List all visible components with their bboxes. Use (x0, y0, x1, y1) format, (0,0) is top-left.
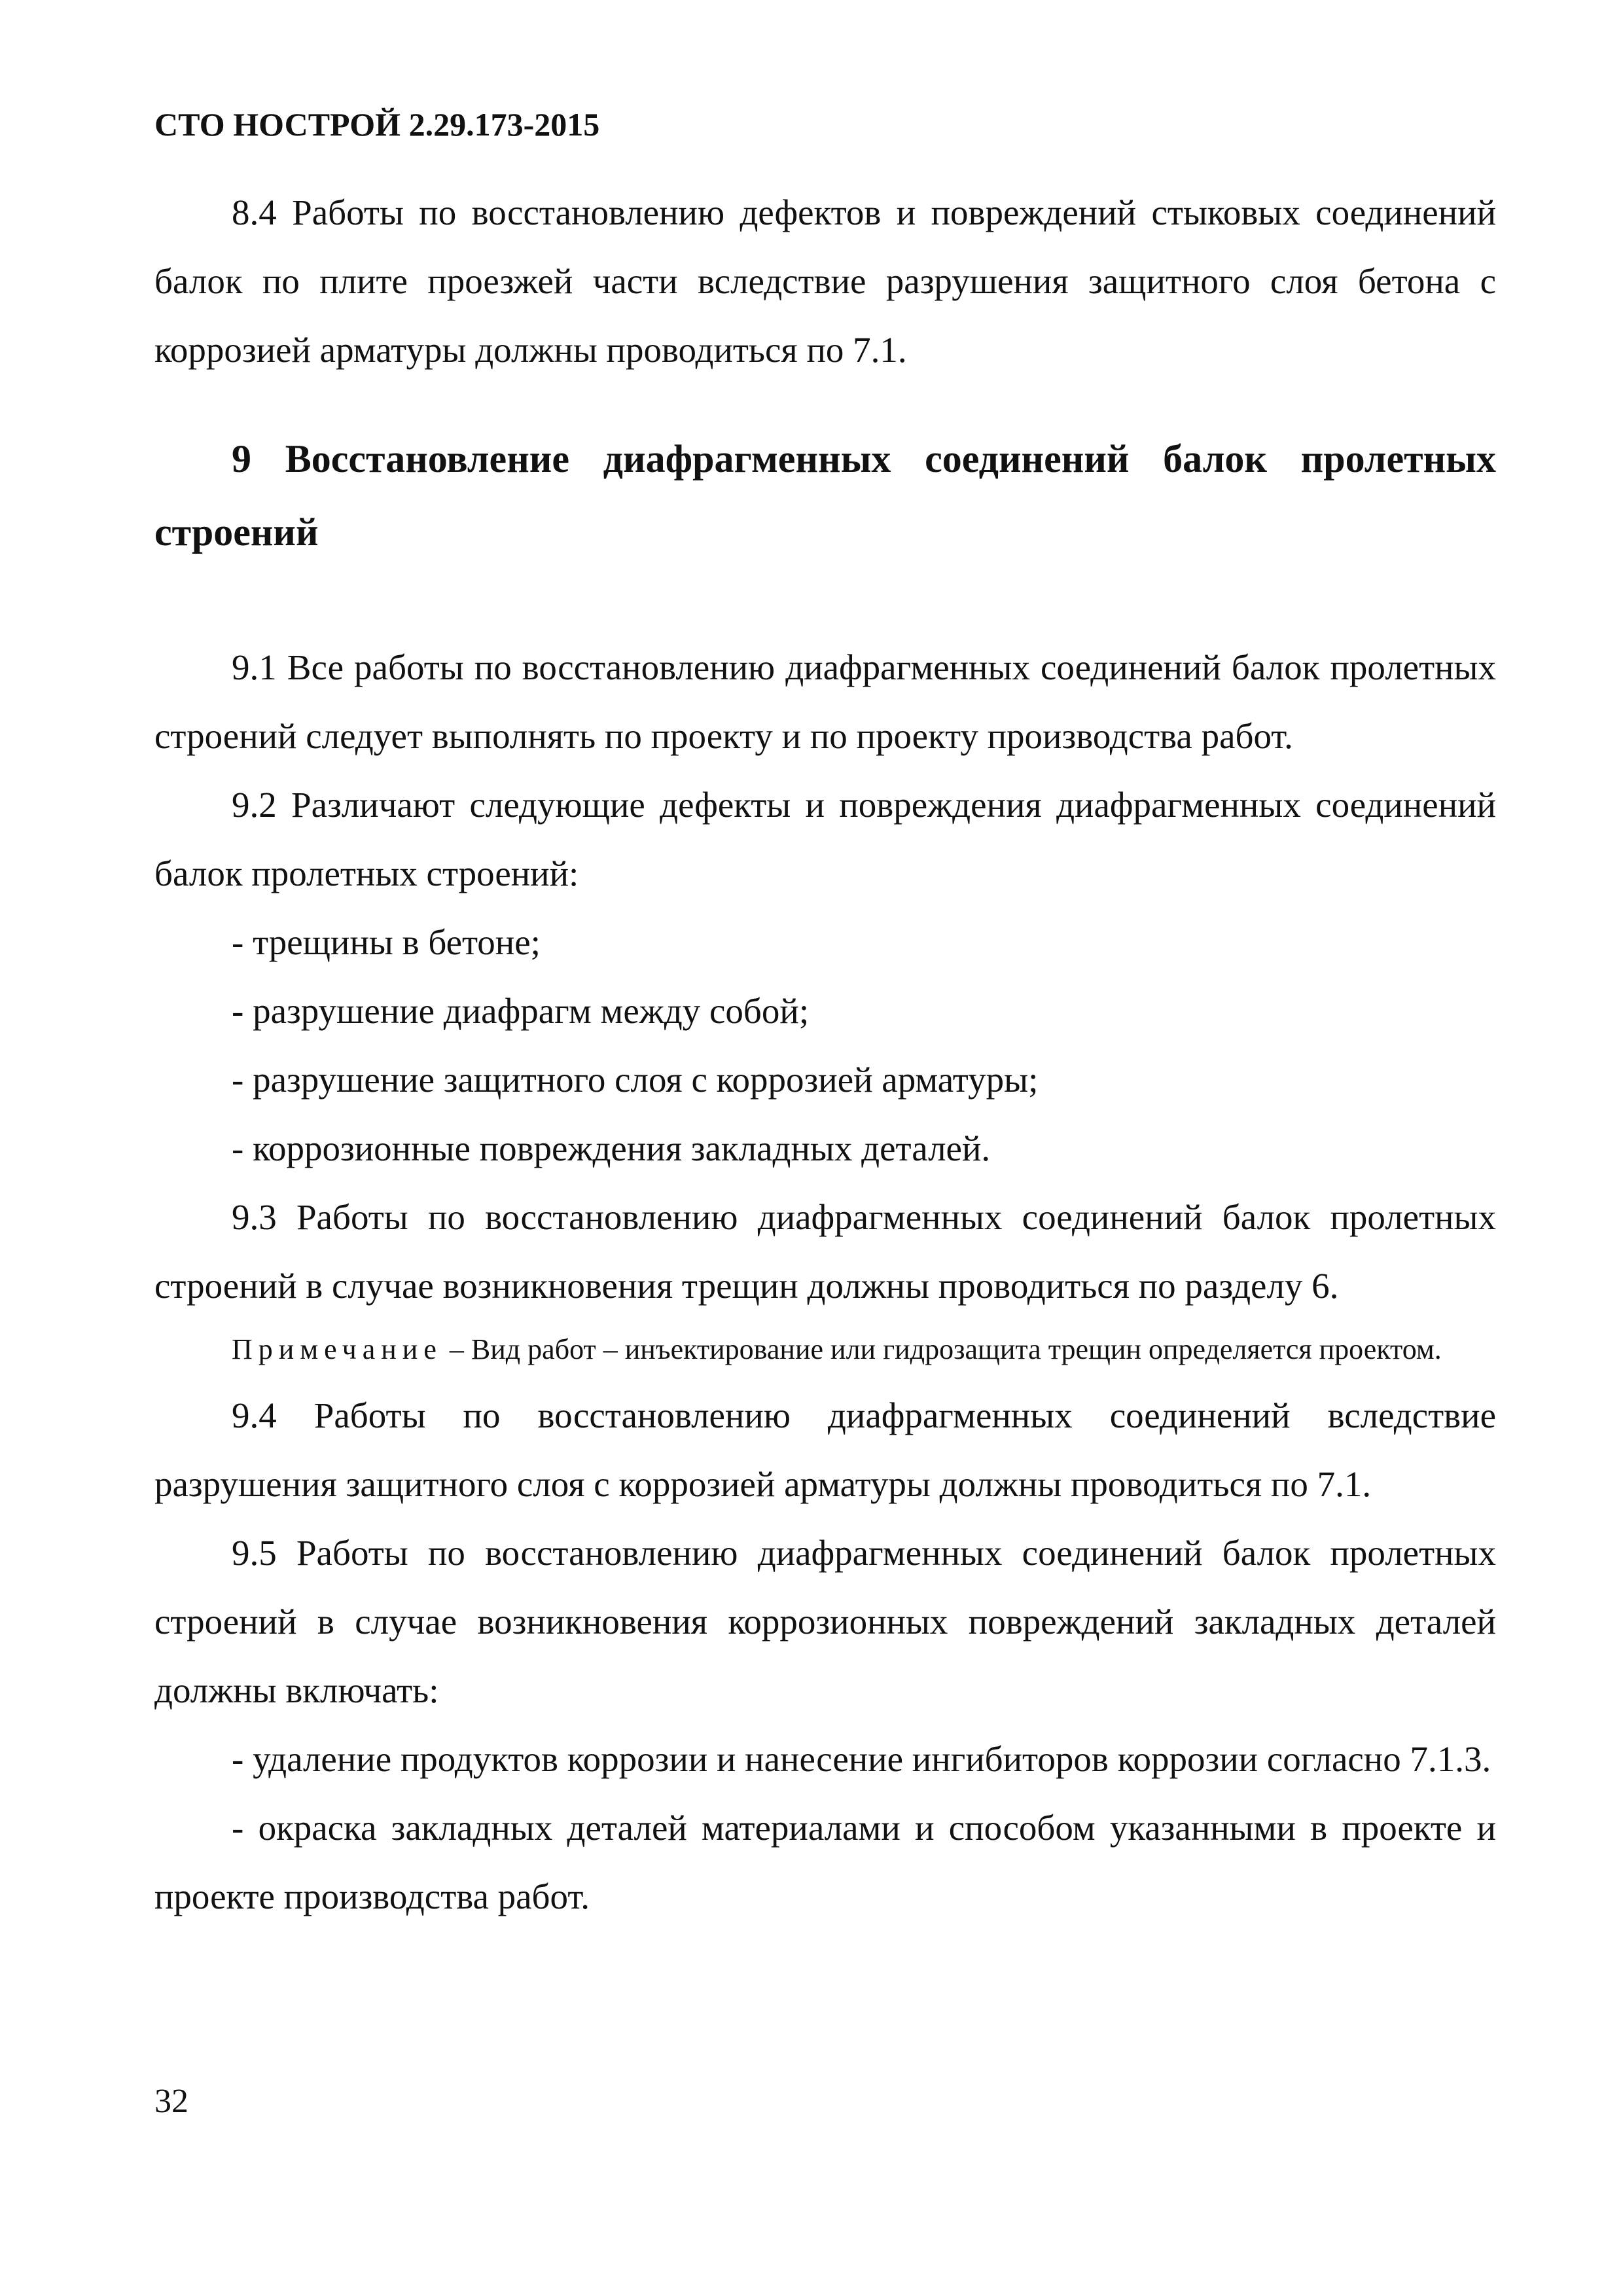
paragraph-9-3: 9.3 Работы по восстановлению диафрагменных соединений балок пролетных строений в случае возникновения трещин должны проводиться по разделу 6. (154, 1197, 1496, 1306)
paragraph-9-2: 9.2 Различают следующие дефекты и повреждения диафрагменных соединений балок пролетных строений: (154, 785, 1496, 893)
document-code-header: СТО НОСТРОЙ 2.29.173-2015 (154, 106, 600, 143)
note-label: Примечание (232, 1333, 442, 1365)
list-item-embedded-parts-corrosion: - коррозионные повреждения закладных деталей. (232, 1128, 991, 1168)
note-text: – Вид работ – инъектирование или гидрозащита трещин определяется проектом. (442, 1333, 1442, 1365)
note (154, 1321, 1496, 1377)
paragraph-9-1: 9.1 Все работы по восстановлению диафрагменных соединений балок пролетных строений следует выполнять по проекту и по проекту производства работ. (154, 647, 1496, 756)
list-item-diaphragm-destruction: - разрушение диафрагм между собой; (232, 991, 810, 1031)
list-item-painting: - окраска закладных деталей материалами и способом указанными в проекте и проекте производства работ. (154, 1808, 1496, 1916)
list-item-corrosion-removal: - удаление продуктов коррозии и нанесение ингибиторов коррозии согласно 7.1.3. (232, 1739, 1491, 1779)
list-item-protective-layer: - разрушение защитного слоя с коррозией арматуры; (232, 1060, 1039, 1100)
paragraph-8-4: 8.4 Работы по восстановлению дефектов и повреждений стыковых соединений балок по плите проезжей части вследствие разрушения защитного слоя бетона с коррозией арматуры должны проводиться по 7.1. (154, 192, 1496, 370)
paragraph-9-4: 9.4 Работы по восстановлению диафрагменных соединений вследствие разрушения защитного слоя с коррозией арматуры должны проводиться по 7.1. (154, 1395, 1496, 1504)
list-item-cracks: - трещины в бетоне; (232, 922, 541, 962)
paragraph-9-5: 9.5 Работы по восстановлению диафрагменных соединений балок пролетных строений в случае возникновения коррозионных повреждений закладных деталей должны включать: (154, 1533, 1496, 1710)
page-number: 32 (154, 2083, 188, 2120)
page-content (154, 178, 1496, 1931)
section-9-heading: 9 Восстановление диафрагменных соединений балок пролетных строений (154, 437, 1496, 554)
